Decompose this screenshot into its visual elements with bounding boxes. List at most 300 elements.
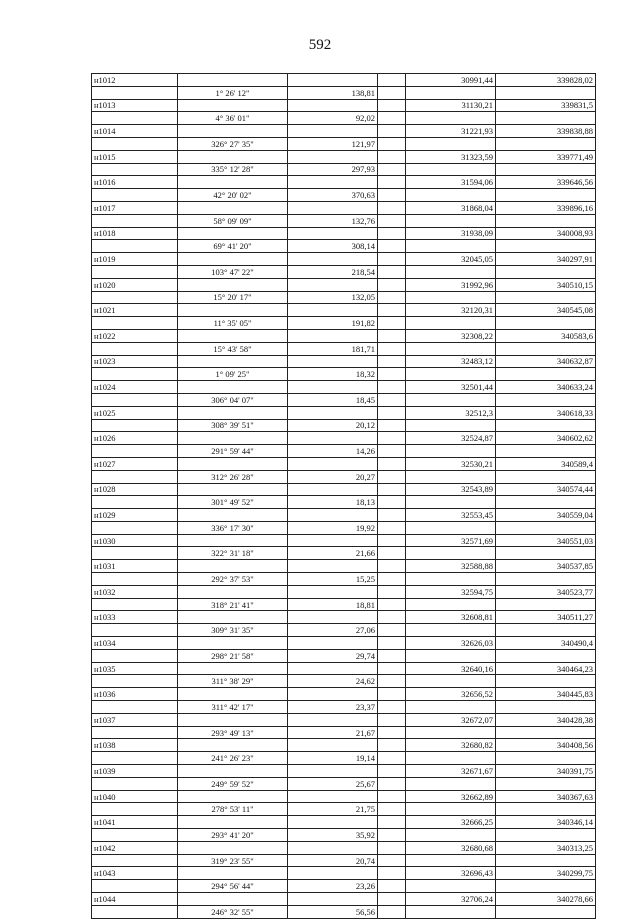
coordinate-y: 339646,56 [496,176,596,189]
empty-cell [378,265,406,278]
coordinate-y: 340408,56 [496,739,596,752]
point-row [92,176,596,189]
coordinate-y: 340618,33 [496,406,596,419]
segment-length: 21,67 [288,726,378,739]
coordinate-y: 340551,03 [496,534,596,547]
coordinate-y: 340574,44 [496,483,596,496]
empty-cell [496,547,596,560]
segment-length: 29,74 [288,649,378,662]
empty-cell [288,867,378,880]
empty-cell [406,137,496,150]
coordinate-x: 31938,09 [406,227,496,240]
empty-cell [378,253,406,266]
segment-length: 18,45 [288,393,378,406]
empty-cell [178,406,288,419]
coordinate-y: 339771,49 [496,150,596,163]
direction-angle: 291° 59' 44" [178,445,288,458]
empty-cell [406,777,496,790]
empty-cell [178,739,288,752]
empty-cell [92,445,178,458]
empty-cell [92,419,178,432]
coordinate-y: 340278,66 [496,893,596,906]
empty-cell [406,291,496,304]
empty-cell [288,329,378,342]
empty-cell [92,726,178,739]
direction-angle: 298° 21' 58" [178,649,288,662]
segment-length: 21,75 [288,803,378,816]
direction-angle: 311° 42' 17" [178,701,288,714]
segment-row [92,214,596,227]
segment-length: 19,92 [288,521,378,534]
empty-cell [288,790,378,803]
empty-cell [496,752,596,765]
empty-cell [378,585,406,598]
empty-cell [378,393,406,406]
coordinate-y: 340445,83 [496,688,596,701]
empty-cell [92,342,178,355]
page-number: 592 [308,37,332,53]
empty-cell [406,675,496,688]
empty-cell [406,829,496,842]
segment-length: 138,81 [288,86,378,99]
empty-cell [406,854,496,867]
empty-cell [178,74,288,87]
empty-cell [178,816,288,829]
segment-row [92,547,596,560]
empty-cell [178,99,288,112]
empty-cell [92,189,178,202]
empty-cell [178,125,288,138]
segment-row [92,112,596,125]
coordinate-x: 32512,3 [406,406,496,419]
empty-cell [378,432,406,445]
segment-row [92,317,596,330]
empty-cell [378,86,406,99]
coordinate-y: 340464,23 [496,662,596,675]
direction-angle: 309° 31' 35" [178,624,288,637]
segment-row [92,470,596,483]
segment-length: 92,02 [288,112,378,125]
empty-cell [288,688,378,701]
coordinates-table-body [92,74,596,919]
empty-cell [496,137,596,150]
direction-angle: 241° 26' 23" [178,752,288,765]
empty-cell [288,406,378,419]
empty-cell [178,432,288,445]
empty-cell [378,701,406,714]
empty-cell [378,419,406,432]
empty-cell [178,765,288,778]
segment-length: 21,66 [288,547,378,560]
direction-angle: 249° 59' 52" [178,777,288,790]
empty-cell [288,278,378,291]
coordinate-x: 32524,87 [406,432,496,445]
empty-cell [406,649,496,662]
point-row [92,713,596,726]
empty-cell [406,803,496,816]
direction-angle: 15° 43' 58" [178,342,288,355]
coordinate-x: 32608,81 [406,611,496,624]
empty-cell [92,905,178,918]
direction-angle: 292° 37' 53" [178,573,288,586]
empty-cell [378,509,406,522]
segment-length: 297,93 [288,163,378,176]
empty-cell [92,624,178,637]
empty-cell [406,624,496,637]
segment-length: 132,05 [288,291,378,304]
point-name: н1038 [92,739,178,752]
empty-cell [496,777,596,790]
coordinate-x: 31323,59 [406,150,496,163]
empty-cell [496,854,596,867]
point-name: н1017 [92,201,178,214]
empty-cell [92,649,178,662]
point-name: н1039 [92,765,178,778]
empty-cell [406,598,496,611]
point-row [92,253,596,266]
empty-cell [496,803,596,816]
segment-row [92,521,596,534]
direction-angle: 58° 09' 09" [178,214,288,227]
empty-cell [406,240,496,253]
empty-cell [406,393,496,406]
empty-cell [288,457,378,470]
point-row [92,662,596,675]
empty-cell [378,649,406,662]
empty-cell [288,227,378,240]
empty-cell [288,534,378,547]
empty-cell [92,317,178,330]
direction-angle: 42° 20' 02" [178,189,288,202]
coordinate-x: 32680,82 [406,739,496,752]
empty-cell [178,688,288,701]
coordinate-y: 340367,63 [496,790,596,803]
empty-cell [406,265,496,278]
coordinate-x: 32571,69 [406,534,496,547]
empty-cell [178,585,288,598]
segment-row [92,240,596,253]
empty-cell [288,611,378,624]
segment-length: 35,92 [288,829,378,842]
coordinate-y: 340589,4 [496,457,596,470]
empty-cell [406,214,496,227]
empty-cell [92,393,178,406]
coordinate-x: 32672,07 [406,713,496,726]
empty-cell [92,521,178,534]
point-name: н1013 [92,99,178,112]
empty-cell [378,777,406,790]
point-name: н1030 [92,534,178,547]
empty-cell [92,777,178,790]
coordinate-y: 340583,6 [496,329,596,342]
empty-cell [378,880,406,893]
point-name: н1025 [92,406,178,419]
empty-cell [378,368,406,381]
empty-cell [92,701,178,714]
coordinate-x: 30991,44 [406,74,496,87]
empty-cell [288,253,378,266]
empty-cell [406,726,496,739]
point-row [92,304,596,317]
empty-cell [288,765,378,778]
empty-cell [92,240,178,253]
empty-cell [178,176,288,189]
empty-cell [496,649,596,662]
empty-cell [378,457,406,470]
empty-cell [378,189,406,202]
coordinate-x: 32671,67 [406,765,496,778]
coordinates-table [91,73,596,919]
empty-cell [378,816,406,829]
segment-row [92,291,596,304]
segment-row [92,419,596,432]
coordinate-x: 32626,03 [406,637,496,650]
empty-cell [378,329,406,342]
point-name: н1036 [92,688,178,701]
segment-row [92,624,596,637]
empty-cell [178,227,288,240]
empty-cell [496,291,596,304]
point-name: н1031 [92,560,178,573]
empty-cell [378,611,406,624]
segment-length: 27,06 [288,624,378,637]
empty-cell [178,611,288,624]
empty-cell [496,573,596,586]
direction-angle: 336° 17' 30" [178,521,288,534]
segment-row [92,496,596,509]
empty-cell [496,905,596,918]
point-row [92,432,596,445]
empty-cell [496,214,596,227]
point-name: н1029 [92,509,178,522]
coordinate-y: 340297,91 [496,253,596,266]
point-name: н1026 [92,432,178,445]
empty-cell [178,355,288,368]
empty-cell [288,99,378,112]
coordinate-x: 32662,89 [406,790,496,803]
coordinate-x: 31992,96 [406,278,496,291]
empty-cell [378,560,406,573]
empty-cell [92,547,178,560]
empty-cell [378,752,406,765]
segment-row [92,137,596,150]
segment-length: 20,27 [288,470,378,483]
segment-length: 191,82 [288,317,378,330]
empty-cell [178,150,288,163]
point-row [92,560,596,573]
empty-cell [378,137,406,150]
segment-length: 20,74 [288,854,378,867]
segment-length: 18,81 [288,598,378,611]
segment-length: 14,26 [288,445,378,458]
empty-cell [378,893,406,906]
point-row [92,74,596,87]
point-name: н1041 [92,816,178,829]
point-row [92,867,596,880]
empty-cell [496,112,596,125]
point-name: н1044 [92,893,178,906]
coordinate-x: 32706,24 [406,893,496,906]
empty-cell [378,381,406,394]
point-row [92,355,596,368]
direction-angle: 293° 49' 13" [178,726,288,739]
empty-cell [496,829,596,842]
coordinate-y: 340490,4 [496,637,596,650]
empty-cell [288,432,378,445]
direction-angle: 311° 38' 29" [178,675,288,688]
empty-cell [496,342,596,355]
empty-cell [288,662,378,675]
empty-cell [178,790,288,803]
empty-cell [496,189,596,202]
empty-cell [378,829,406,842]
empty-cell [288,125,378,138]
empty-cell [178,278,288,291]
point-name: н1012 [92,74,178,87]
empty-cell [178,253,288,266]
coordinate-x: 31868,04 [406,201,496,214]
empty-cell [288,483,378,496]
empty-cell [378,803,406,816]
empty-cell [496,368,596,381]
coordinate-y: 340602,62 [496,432,596,445]
empty-cell [378,573,406,586]
empty-cell [92,752,178,765]
coordinate-x: 32530,21 [406,457,496,470]
empty-cell [406,86,496,99]
empty-cell [406,368,496,381]
segment-length: 181,71 [288,342,378,355]
direction-angle: 335° 12' 28" [178,163,288,176]
point-row [92,841,596,854]
point-name: н1014 [92,125,178,138]
empty-cell [378,624,406,637]
empty-cell [378,201,406,214]
segment-row [92,86,596,99]
empty-cell [378,534,406,547]
empty-cell [178,457,288,470]
coordinate-y: 340428,38 [496,713,596,726]
point-row [92,406,596,419]
empty-cell [178,713,288,726]
empty-cell [496,496,596,509]
coordinate-x: 32553,45 [406,509,496,522]
empty-cell [92,829,178,842]
empty-cell [496,240,596,253]
coordinate-y: 340313,25 [496,841,596,854]
point-row [92,483,596,496]
empty-cell [288,893,378,906]
point-name: н1021 [92,304,178,317]
point-row [92,765,596,778]
empty-cell [288,355,378,368]
empty-cell [378,163,406,176]
coordinate-x: 31130,21 [406,99,496,112]
point-row [92,457,596,470]
direction-angle: 1° 26' 12" [178,86,288,99]
segment-row [92,445,596,458]
coordinate-x: 32045,05 [406,253,496,266]
empty-cell [378,867,406,880]
point-name: н1024 [92,381,178,394]
empty-cell [378,74,406,87]
empty-cell [496,445,596,458]
empty-cell [496,521,596,534]
point-row [92,893,596,906]
coordinate-x: 31594,06 [406,176,496,189]
empty-cell [496,675,596,688]
empty-cell [92,368,178,381]
empty-cell [92,496,178,509]
empty-cell [92,803,178,816]
empty-cell [378,304,406,317]
empty-cell [178,637,288,650]
coordinate-y: 340299,75 [496,867,596,880]
coordinate-y: 340559,04 [496,509,596,522]
segment-length: 23,37 [288,701,378,714]
segment-row [92,393,596,406]
empty-cell [406,470,496,483]
coordinate-x: 31221,93 [406,125,496,138]
direction-angle: 326° 27' 35" [178,137,288,150]
direction-angle: 278° 53' 11" [178,803,288,816]
empty-cell [496,880,596,893]
segment-length: 132,76 [288,214,378,227]
empty-cell [378,317,406,330]
coordinate-x: 32501,44 [406,381,496,394]
empty-cell [378,176,406,189]
coordinate-x: 32696,43 [406,867,496,880]
segment-length: 18,13 [288,496,378,509]
empty-cell [378,905,406,918]
empty-cell [496,726,596,739]
coordinate-y: 340008,93 [496,227,596,240]
empty-cell [178,867,288,880]
segment-length: 20,12 [288,419,378,432]
empty-cell [288,560,378,573]
coordinate-x: 32594,75 [406,585,496,598]
point-name: н1033 [92,611,178,624]
empty-cell [496,86,596,99]
empty-cell [378,637,406,650]
segment-row [92,880,596,893]
empty-cell [496,598,596,611]
empty-cell [178,201,288,214]
empty-cell [378,662,406,675]
empty-cell [178,509,288,522]
coordinate-x: 32666,25 [406,816,496,829]
empty-cell [406,112,496,125]
point-name: н1019 [92,253,178,266]
empty-cell [378,227,406,240]
empty-cell [378,291,406,304]
empty-cell [378,790,406,803]
direction-angle: 69° 41' 20" [178,240,288,253]
segment-length: 308,14 [288,240,378,253]
direction-angle: 1° 09' 25" [178,368,288,381]
coordinate-x: 32483,12 [406,355,496,368]
coordinate-y: 339838,88 [496,125,596,138]
empty-cell [406,880,496,893]
segment-length: 25,67 [288,777,378,790]
direction-angle: 322° 31' 18" [178,547,288,560]
empty-cell [406,701,496,714]
empty-cell [178,483,288,496]
coordinate-y: 340510,15 [496,278,596,291]
empty-cell [288,739,378,752]
empty-cell [378,240,406,253]
coordinate-x: 32656,52 [406,688,496,701]
